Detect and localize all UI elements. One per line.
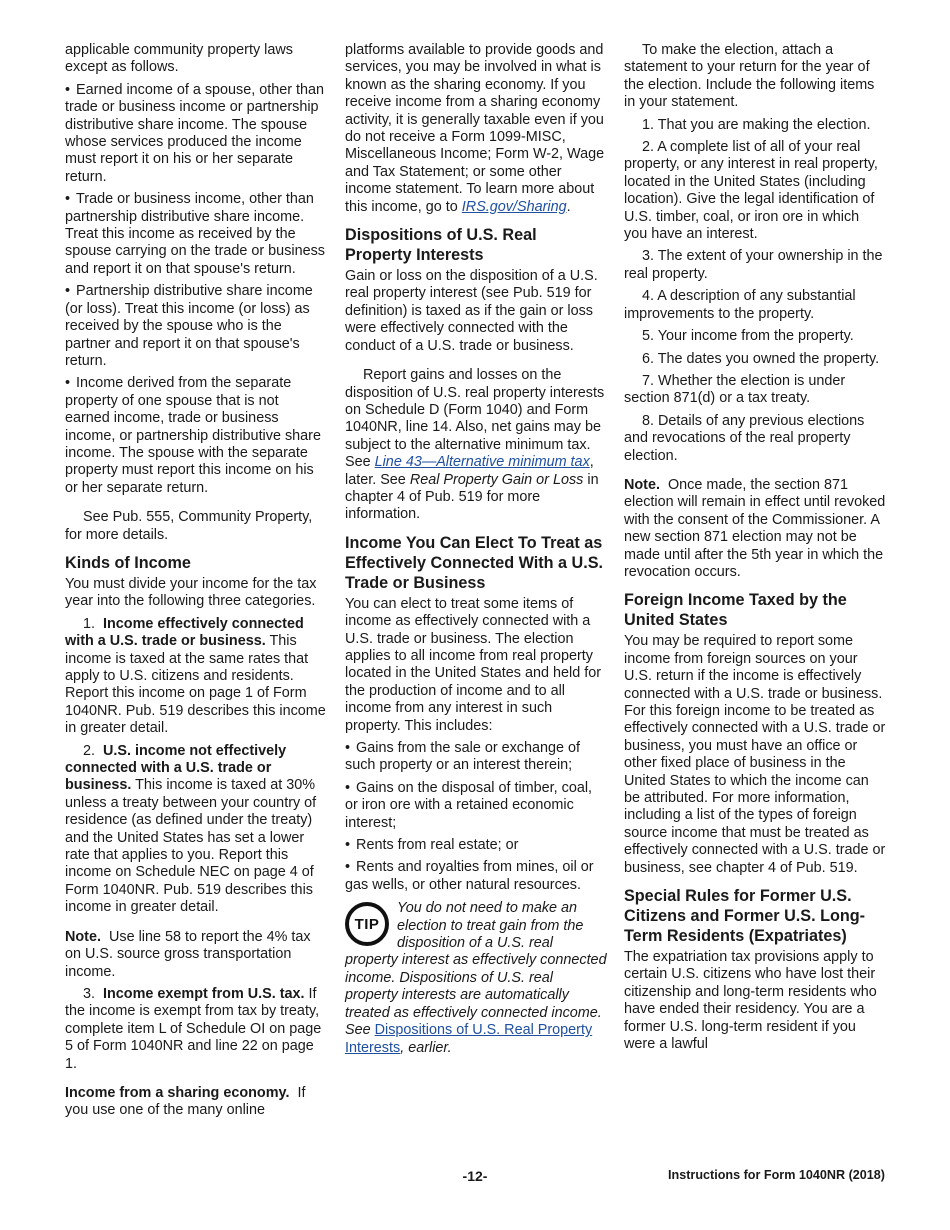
tip-icon: TIP — [345, 902, 389, 946]
link-line-43[interactable]: Line 43—Alternative minimum tax — [374, 454, 590, 471]
statement-item-5: 5. Your income from the property. — [642, 328, 854, 345]
note-section-871: Note. Once made, the section 871 election will remain in effect until revoked with the consent of the Commissioner. A new section 871 election may not be made until after the 5th year in which the revocation occurs. — [624, 476, 886, 580]
column-right — [624, 42, 886, 1059]
item-exempt-income: 3. Income exempt from U.S. tax. If the income is exempt from tax by treaty, complete item L of Schedule OI on page 5 of Form 1040NR and line 22 on page 1. — [65, 985, 322, 1072]
paragraph-expatriation: The expatriation tax provisions apply to certain U.S. citizens who have lost their citizenship and long-term residents who have ended their residency. You are a former U.S. long-term resident if you were a lawful — [624, 949, 877, 1053]
bullet-trade-income: • Trade or business income, other than partnership distributive share income. Treat this income as received by the spouse carrying on the trade or business and report it on that spouse's return. — [65, 191, 327, 278]
paragraph-elect: You can elect to treat some items of income as effectively connected with a U.S. trade or business. The election applies to all income from real property located in the United States and held for the production of income and to all income from any interest in such property. This includes: — [345, 595, 602, 734]
bullet-separate-property: • Income derived from the separate property of one spouse that is not earned income, trade or business income, or partnership distributive share income. The spouse with the separate property must report this income on his or her separate return. — [65, 375, 327, 497]
tip-box: TIP You do not need to make an election to treat gain from the disposition of a U.S. real property interest as effectively connected income. Dispositions of U.S. real property interests are automatically treated as effectively connected income. See Dispositions of U.S. Real Property Interests, earlier. — [345, 900, 607, 1056]
heading-elect-to-treat: Income You Can Elect To Treat as Effectively Connected With a U.S. Trade or Business — [345, 533, 604, 592]
statement-item-4: 4. A description of any substantial improvements to the property. — [624, 288, 856, 322]
statement-item-7: 7. Whether the election is under section 871(d) or a tax treaty. — [624, 372, 846, 407]
bullet-gains-timber: • Gains on the disposal of timber, coal, or iron ore with a retained economic interest; — [345, 780, 607, 832]
paragraph-platforms: platforms available to provide goods and services, you may be involved in what is known as the sharing economy. If you receive income from a sharing economy activity, it is generally taxable even if you do not receive a Form 1099-MISC, Miscellaneous Income; Form W-2, Wage and Tax Statement; or some other income statement. To learn more about this income, go to IRS.gov/Sharing. — [345, 42, 605, 215]
bullet-rents-royalties: • Rents and royalties from mines, oil or gas wells, or other natural resources. — [345, 859, 607, 894]
bullet-partnership-income: • Partnership distributive share income (or loss). Treat this income (or loss) as received by the spouse who is the partner and report it on that spouse's return. — [65, 283, 327, 370]
column-left — [65, 42, 327, 1125]
bullet-gains-sale: • Gains from the sale or exchange of such property or an interest therein; — [345, 740, 607, 775]
column-middle — [345, 42, 607, 1057]
statement-item-6: 6. The dates you owned the property. — [642, 350, 880, 367]
bullet-rents-real-estate: • Rents from real estate; or — [345, 837, 607, 854]
page-number: -12- — [462, 1168, 488, 1184]
tip-text: You do not need to make an election to treat gain from the disposition of a U.S. real property interest as effectively connected income. Dispositions of U.S. real property interests are automatically treated as effectively connected income. See — [345, 900, 607, 1039]
item-not-effectively-connected: 2. U.S. income not effectively connected with a U.S. trade or business. This income is taxed at 30% unless a treaty between your country of residence (as defined under the treaty) and the United States has set a lower rate that applies to you. Report this income on Schedule NEC on page 4 of Form 1040NR. Pub. 519 describes this income in greater detail. — [65, 742, 317, 916]
link-dispositions[interactable]: Dispositions of U.S. Real Property Interests — [345, 1022, 593, 1056]
heading-dispositions: Dispositions of U.S. Real Property Interests — [345, 226, 537, 265]
paragraph-make-election: To make the election, attach a statement to your return for the year of the election. Include the following items in your statement. — [624, 42, 875, 111]
statement-item-2: 2. A complete list of all of your real property, or any interest in real property, located in the United States (including location). Give the legal identification of U.S. timber, coal, or iron ore in which you have an interest. — [624, 139, 878, 243]
statement-item-8: 8. Details of any previous elections and revocations of the real property election. — [624, 412, 865, 464]
paragraph-sharing-economy: Income from a sharing economy. If you use one of the many online — [65, 1084, 306, 1119]
note-line-58: Note. Use line 58 to report the 4% tax on U.S. source gross transportation income. — [65, 928, 311, 980]
paragraph-see-pub-555: See Pub. 555, Community Property, for more details. — [65, 509, 313, 543]
heading-kinds-of-income: Kinds of Income — [65, 553, 191, 572]
bullet-earned-income: • Earned income of a spouse, other than trade or business income or partnership distributive share income. The spouse whose services produced the income must report it on his or her separate return. — [65, 82, 327, 186]
statement-item-1: 1. That you are making the election. — [642, 116, 871, 133]
item-effectively-connected: 1. Income effectively connected with a U.S. trade or business. This income is taxed at the same rates that apply to U.S. citizens and residents. Report this income on page 1 of Form 1040NR. Pub. 519 describes this income in greater detail. — [65, 615, 326, 737]
heading-special-rules-expatriates: Special Rules for Former U.S. Citizens and Former U.S. Long-Term Residents (Expatriates) — [624, 887, 866, 946]
statement-item-3: 3. The extent of your ownership in the real property. — [624, 248, 883, 282]
form-title-footer: Instructions for Form 1040NR (2018) — [668, 1168, 885, 1182]
paragraph-intro: applicable community property laws except as follows. — [65, 42, 293, 76]
link-irs-sharing[interactable]: IRS.gov/Sharing — [461, 198, 567, 215]
paragraph-foreign-income: You may be required to report some income from foreign sources on your U.S. return if the income is effectively connected with a U.S. trade or business. For this foreign income to be treated as effectively connected with a U.S. trade or business, you must have an office or other fixed place of business in the United States to which the income can be attributed. For more information, including a list of the types of foreign source income that must be treated as effectively connected with a U.S. trade or business, see chapter 4 of Pub. 519. — [624, 633, 886, 876]
heading-foreign-income: Foreign Income Taxed by the United States — [624, 591, 847, 630]
paragraph-report-gains: Report gains and losses on the disposition of U.S. real property interests on Schedule D (Form 1040) and Form 1040NR, line 14. Also, net gains may be subject to the alternative minimum tax. See Line 43—Alternative minimum tax, later. See Real Property Gain or Loss in chapter 4 of Pub. 519 for more information. — [345, 367, 605, 523]
paragraph-divide-income: You must divide your income for the tax year into the following three categories. — [65, 575, 317, 610]
paragraph-gain-or-loss: Gain or loss on the disposition of a U.S. real property interest (see Pub. 519 for definition) is taxed as if the gain or loss were effectively connected with the conduct of a U.S. trade or business. — [345, 268, 598, 354]
